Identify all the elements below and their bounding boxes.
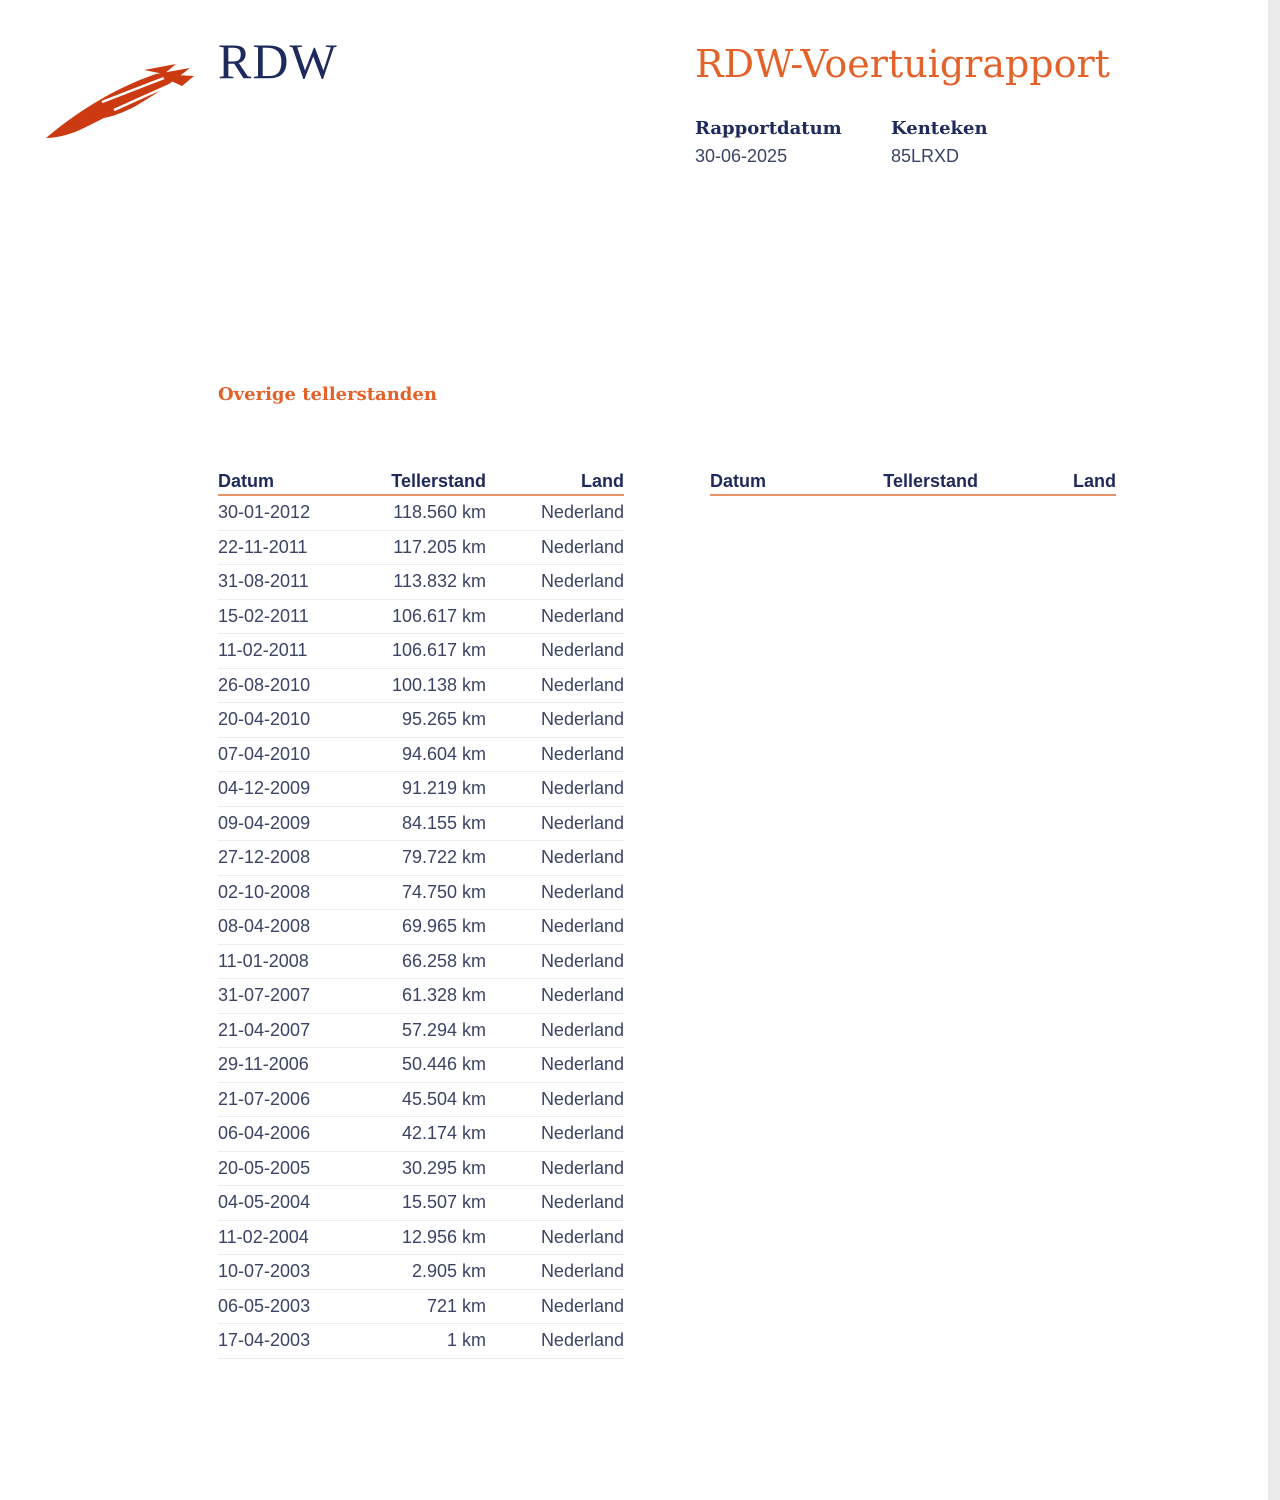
cell-land: Nederland: [486, 1220, 624, 1255]
table-row: [218, 530, 624, 565]
table-row: [218, 1117, 624, 1152]
cell-date: 11-02-2011: [218, 634, 358, 669]
cell-date: 04-12-2009: [218, 772, 358, 807]
table-row: [218, 875, 624, 910]
table-row: [218, 979, 624, 1014]
cell-date: 30-01-2012: [218, 495, 358, 530]
cell-land: Nederland: [486, 806, 624, 841]
cell-land: Nederland: [486, 1082, 624, 1117]
cell-date: 04-05-2004: [218, 1186, 358, 1221]
cell-date: 31-07-2007: [218, 979, 358, 1014]
cell-count: 50.446 km: [358, 1048, 486, 1083]
cell-land: Nederland: [486, 910, 624, 945]
plate-block: [891, 118, 988, 167]
cell-land: Nederland: [486, 1151, 624, 1186]
table-row: [218, 634, 624, 669]
report-date-block: [695, 118, 842, 167]
table-row: [218, 1220, 624, 1255]
cell-date: 10-07-2003: [218, 1255, 358, 1290]
table-row: [218, 599, 624, 634]
cell-count: 721 km: [358, 1289, 486, 1324]
table-row: [218, 737, 624, 772]
report-date-value: 30-06-2025: [695, 146, 788, 166]
cell-date: 07-04-2010: [218, 737, 358, 772]
cell-date: 06-04-2006: [218, 1117, 358, 1152]
table-row: [218, 910, 624, 945]
cell-count: 69.965 km: [358, 910, 486, 945]
column-header-land: Land: [486, 462, 624, 495]
cell-count: 57.294 km: [358, 1013, 486, 1048]
table-row: [218, 1151, 624, 1186]
cell-date: 08-04-2008: [218, 910, 358, 945]
cell-count: 94.604 km: [358, 737, 486, 772]
cell-date: 09-04-2009: [218, 806, 358, 841]
table-row: [218, 806, 624, 841]
column-header-date: Datum: [710, 462, 850, 495]
cell-land: Nederland: [486, 634, 624, 669]
cell-land: Nederland: [486, 772, 624, 807]
column-header-count: Tellerstand: [358, 462, 486, 495]
cell-land: Nederland: [486, 1048, 624, 1083]
cell-land: Nederland: [486, 1013, 624, 1048]
cell-count: 30.295 km: [358, 1151, 486, 1186]
cell-count: 118.560 km: [358, 495, 486, 530]
table-row: [218, 1013, 624, 1048]
cell-date: 27-12-2008: [218, 841, 358, 876]
table-row: [218, 944, 624, 979]
table-header-row: [218, 462, 624, 495]
cell-land: Nederland: [486, 944, 624, 979]
cell-count: 91.219 km: [358, 772, 486, 807]
cell-date: 06-05-2003: [218, 1289, 358, 1324]
cell-land: Nederland: [486, 668, 624, 703]
cell-land: Nederland: [486, 1117, 624, 1152]
report-date-label: Rapportdatum: [695, 118, 842, 139]
cell-land: Nederland: [486, 703, 624, 738]
report-title: RDW-Voertuigrapport: [695, 42, 1110, 86]
cell-count: 106.617 km: [358, 634, 486, 669]
scrollbar[interactable]: [1268, 0, 1280, 1500]
table-row: [218, 495, 624, 530]
table-row: [218, 668, 624, 703]
cell-land: Nederland: [486, 565, 624, 600]
cell-date: 31-08-2011: [218, 565, 358, 600]
cell-date: 20-05-2005: [218, 1151, 358, 1186]
cell-date: 02-10-2008: [218, 875, 358, 910]
table-header-row: [710, 462, 1116, 495]
cell-date: 21-07-2006: [218, 1082, 358, 1117]
rdw-logo-icon: [44, 62, 196, 144]
cell-land: Nederland: [486, 599, 624, 634]
cell-date: 17-04-2003: [218, 1324, 358, 1359]
cell-count: 106.617 km: [358, 599, 486, 634]
table-row: [218, 1324, 624, 1359]
cell-land: Nederland: [486, 979, 624, 1014]
plate-label: Kenteken: [891, 118, 988, 139]
column-header-count: Tellerstand: [850, 462, 978, 495]
cell-count: 84.155 km: [358, 806, 486, 841]
cell-count: 95.265 km: [358, 703, 486, 738]
table-row: [218, 1186, 624, 1221]
cell-count: 117.205 km: [358, 530, 486, 565]
cell-count: 113.832 km: [358, 565, 486, 600]
logo-text: RDW: [218, 33, 338, 89]
cell-land: Nederland: [486, 1324, 624, 1359]
table-row: [218, 1048, 624, 1083]
readings-table-left: [218, 462, 624, 1359]
cell-count: 12.956 km: [358, 1220, 486, 1255]
table-row: [218, 841, 624, 876]
column-header-land: Land: [978, 462, 1116, 495]
table-row: [218, 565, 624, 600]
cell-count: 74.750 km: [358, 875, 486, 910]
cell-count: 15.507 km: [358, 1186, 486, 1221]
cell-date: 29-11-2006: [218, 1048, 358, 1083]
cell-land: Nederland: [486, 875, 624, 910]
cell-land: Nederland: [486, 841, 624, 876]
cell-land: Nederland: [486, 1289, 624, 1324]
cell-land: Nederland: [486, 1255, 624, 1290]
cell-count: 45.504 km: [358, 1082, 486, 1117]
cell-date: 11-01-2008: [218, 944, 358, 979]
table-row: [218, 772, 624, 807]
cell-land: Nederland: [486, 530, 624, 565]
table-row: [218, 1082, 624, 1117]
cell-land: Nederland: [486, 495, 624, 530]
cell-count: 79.722 km: [358, 841, 486, 876]
table-row: [218, 1255, 624, 1290]
cell-count: 100.138 km: [358, 668, 486, 703]
cell-count: 66.258 km: [358, 944, 486, 979]
cell-date: 26-08-2010: [218, 668, 358, 703]
column-header-date: Datum: [218, 462, 358, 495]
cell-date: 21-04-2007: [218, 1013, 358, 1048]
cell-count: 61.328 km: [358, 979, 486, 1014]
cell-count: 2.905 km: [358, 1255, 486, 1290]
table-row: [218, 703, 624, 738]
cell-land: Nederland: [486, 1186, 624, 1221]
plate-value: 85LRXD: [891, 146, 960, 166]
cell-date: 22-11-2011: [218, 530, 358, 565]
cell-date: 15-02-2011: [218, 599, 358, 634]
cell-land: Nederland: [486, 737, 624, 772]
cell-count: 42.174 km: [358, 1117, 486, 1152]
section-title: Overige tellerstanden: [218, 384, 437, 405]
cell-date: 20-04-2010: [218, 703, 358, 738]
cell-date: 11-02-2004: [218, 1220, 358, 1255]
table-row: [218, 1289, 624, 1324]
readings-table-right: [710, 462, 1116, 496]
cell-count: 1 km: [358, 1324, 486, 1359]
